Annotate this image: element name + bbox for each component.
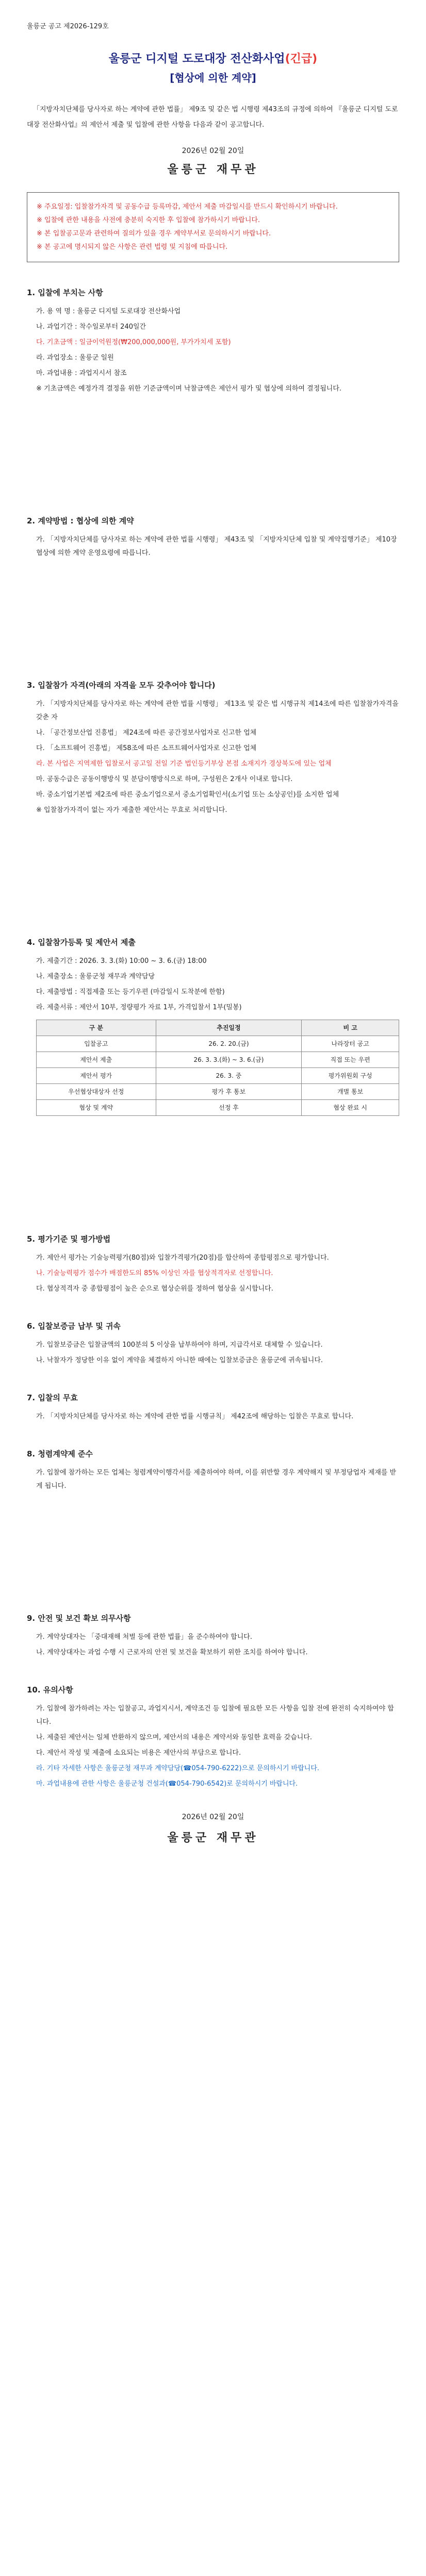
- section-1: [27, 287, 399, 396]
- notice-date: 2026년 02월 20일: [182, 147, 244, 155]
- section-heading: 4. 입찰참가등록 및 제안서 제출: [27, 938, 136, 947]
- section-heading: 5. 평가기준 및 평가방법: [27, 1234, 111, 1244]
- section-line: 다. 제출방법 : 직접제출 또는 등기우편 (마감일시 도착분에 한함): [36, 988, 225, 996]
- section-10: [27, 1684, 399, 1791]
- section-line: 가. 입찰에 참가하는 모든 업체는 청렴계약이행각서를 제출하여야 하며, 이를 위반할 경우 계약해지 및 부정당업자 제재를 받게 됩니다.: [36, 1469, 397, 1490]
- section-line: 가. 「지방자치단체를 당사자로 하는 계약에 관한 법률 시행령」 제13조 및 같은 법 시행규칙 제14조에 따른 입찰참가자격을 갖춘 자: [36, 700, 399, 721]
- section-9: [27, 1613, 399, 1659]
- section-line: 다. 「소프트웨어 진흥법」 제58조에 따른 소프트웨어사업자로 신고한 업체: [36, 744, 257, 752]
- alert-line: ※ 입찰에 관한 내용을 사전에 충분히 숙지한 후 입찰에 참가하시기 바랍니다.: [37, 216, 260, 224]
- section-line: 나. 계약상대자는 과업 수행 시 근로자의 안전 및 보건을 확보하기 위한 조치를 하여야 합니다.: [36, 1649, 308, 1656]
- section-line: 가. 입찰에 참가하려는 자는 입찰공고, 과업지시서, 계약조건 등 입찰에 필요한 모든 사항을 입찰 전에 완전히 숙지하여야 합니다.: [36, 1705, 394, 1726]
- table-row: [37, 1036, 399, 1052]
- section-heading: 7. 입찰의 무효: [27, 1393, 78, 1402]
- section-line: 가. 「지방자치단체를 당사자로 하는 계약에 관한 법률 시행규칙」 제42조에 해당하는 입찰은 무효로 합니다.: [36, 1413, 354, 1420]
- section-line: 나. 낙찰자가 정당한 이유 없이 계약을 체결하지 아니한 때에는 입찰보증금은 울릉군에 귀속됩니다.: [36, 1357, 323, 1364]
- title-urgent: (긴급): [285, 53, 318, 65]
- section-line: 가. 제출기간 : 2026. 3. 3.(화) 10:00 ~ 3. 6.(금) 18:00: [36, 957, 207, 965]
- alert-line: ※ 주요일정: 입찰참가자격 및 공동수급 등록마감, 제안서 제출 마감일시를 반드시 확인하시기 바랍니다.: [37, 203, 338, 211]
- footer-issuer: 울릉군 재무관: [167, 1832, 259, 1844]
- table-cell: 제안서 제출: [37, 1052, 156, 1068]
- table-cell: 우선협상대상자 선정: [37, 1084, 156, 1100]
- table-cell: 나라장터 공고: [302, 1036, 399, 1052]
- section-3: [27, 680, 399, 817]
- section-line: 마. 공동수급은 공동이행방식 및 분담이행방식으로 하며, 구성원은 2개사 이내로 합니다.: [36, 775, 293, 783]
- section-line: 나. 제출장소 : 울릉군청 재무과 계약담당: [36, 973, 155, 980]
- title-main: 울릉군 디지털 도로대장 전산화사업: [108, 53, 285, 65]
- table-cell: 26. 3. 중: [156, 1068, 302, 1084]
- section-line: 나. 제출된 제안서는 일체 반환하지 않으며, 제안서의 내용은 계약서와 동일한 효력을 갖습니다.: [36, 1734, 313, 1741]
- section-5: [27, 1233, 399, 1296]
- section-line: 가. 계약상대자는 「중대재해 처벌 등에 관한 법률」을 준수하여야 합니다.: [36, 1633, 252, 1641]
- section-line: 가. 「지방자치단체를 당사자로 하는 계약에 관한 법률 시행령」 제43조 및 「지방자치단체 입찰 및 계약집행기준」 제10장 협상에 의한 계약 운영요령에 따릅니다.: [36, 536, 397, 557]
- footer-date: 2026년 02월 20일: [182, 1813, 244, 1821]
- table-row: [37, 1052, 399, 1068]
- section-heading: 2. 계약방법 : 협상에 의한 계약: [27, 516, 134, 526]
- table-cell: 직접 또는 우편: [302, 1052, 399, 1068]
- section-line: ※ 입찰참가자격이 없는 자가 제출한 제안서는 무효로 처리합니다.: [36, 806, 227, 814]
- section-6: [27, 1320, 399, 1367]
- table-cell: 평가위원회 구성: [302, 1068, 399, 1084]
- section-heading: 3. 입찰참가 자격(아래의 자격을 모두 갖추어야 합니다): [27, 681, 216, 690]
- section-line: ※ 기초금액은 예정가격 결정을 위한 기준금액이며 낙찰금액은 제안서 평가 및 협상에 의하여 결정됩니다.: [36, 385, 342, 393]
- table-cell: 선정 후: [156, 1100, 302, 1116]
- section-line: 다. 협상적격자 중 종합평점이 높은 순으로 협상순위를 정하여 협상을 실시합니다.: [36, 1285, 273, 1293]
- table-row: [37, 1100, 399, 1116]
- schedule-table: [36, 1020, 399, 1116]
- section-heading: 10. 유의사항: [27, 1685, 73, 1694]
- section-line: 나. 기술능력평가 점수가 배점한도의 85% 이상인 자를 협상적격자로 선정합니다.: [36, 1269, 273, 1277]
- section-7: [27, 1392, 399, 1423]
- section-line: 나. 과업기간 : 착수일로부터 240일간: [36, 323, 146, 331]
- table-cell: 제안서 평가: [37, 1068, 156, 1084]
- section-line: 다. 기초금액 : 일금이억원정(₩200,000,000원, 부가가치세 포함): [36, 338, 231, 346]
- table-header: 비 고: [302, 1020, 399, 1036]
- section-line: 가. 제안서 평가는 기술능력평가(80점)와 입찰가격평가(20점)를 합산하여 종합평점으로 평가합니다.: [36, 1254, 329, 1262]
- section-heading: 6. 입찰보증금 납부 및 귀속: [27, 1321, 121, 1331]
- notice-number: 울릉군 공고 제2026-129호: [27, 23, 109, 30]
- notice-intro: 「지방자치단체를 당사자로 하는 계약에 관한 법률」 제9조 및 같은 법 시행령 제43조의 규정에 의하여 『울릉군 디지털 도로대장 전산화사업』의 제안서 제출 및 입찰에 관한 사항을 다음과 같이 공고합니다.: [27, 106, 398, 129]
- section-line: 가. 입찰보증금은 입찰금액의 100분의 5 이상을 납부하여야 하며, 지급각서로 대체할 수 있습니다.: [36, 1341, 323, 1349]
- table-cell: 26. 3. 3.(화) ~ 3. 6.(금): [156, 1052, 302, 1068]
- table-cell: 개별 통보: [302, 1084, 399, 1100]
- section-line: 다. 제안서 작성 및 제출에 소요되는 비용은 제안사의 부담으로 합니다.: [36, 1749, 241, 1757]
- section-line: 라. 본 사업은 지역제한 입찰로서 공고일 전일 기준 법인등기부상 본점 소재지가 경상북도에 있는 업체: [36, 760, 332, 768]
- notice-subtitle: [협상에 의한 계약]: [170, 72, 256, 84]
- table-header: 구 분: [37, 1020, 156, 1036]
- section-line: 라. 과업장소 : 울릉군 일원: [36, 354, 114, 362]
- section-8: [27, 1448, 399, 1493]
- alert-box: [27, 192, 399, 262]
- alert-line: ※ 본 공고에 명시되지 않은 사항은 관련 법령 및 지침에 따릅니다.: [37, 243, 228, 251]
- section-line: 나. 「공간정보산업 진흥법」 제24조에 따른 공간정보사업자로 신고한 업체: [36, 729, 257, 737]
- table-cell: 협상 및 계약: [37, 1100, 156, 1116]
- table-cell: 입찰공고: [37, 1036, 156, 1052]
- notice-issuer: 울릉군 재무관: [167, 163, 259, 176]
- table-row: [37, 1068, 399, 1084]
- section-line: 가. 용 역 명 : 울릉군 디지털 도로대장 전산화사업: [36, 308, 181, 315]
- table-cell: 평가 후 통보: [156, 1084, 302, 1100]
- section-line: 바. 중소기업기본법 제2조에 따른 중소기업으로서 중소기업확인서(소기업 또는 소상공인)를 소지한 업체: [36, 791, 339, 799]
- table-header: 추진일정: [156, 1020, 302, 1036]
- section-line: 라. 기타 자세한 사항은 울릉군청 재무과 계약담당(☎054-790-6222)으로 문의하시기 바랍니다.: [36, 1765, 320, 1772]
- table-cell: 26. 2. 20.(금): [156, 1036, 302, 1052]
- section-2: [27, 515, 399, 560]
- section-heading: 9. 안전 및 보건 확보 의무사항: [27, 1614, 131, 1623]
- section-line: 마. 과업내용 : 과업지시서 참조: [36, 369, 127, 377]
- section-heading: 1. 입찰에 부치는 사항: [27, 288, 103, 297]
- section-line: 마. 과업내용에 관한 사항은 울릉군청 건설과(☎054-790-6542)로 문의하시기 바랍니다.: [36, 1780, 298, 1788]
- table-row: [37, 1084, 399, 1100]
- notice-title: [27, 51, 399, 67]
- alert-line: ※ 본 입찰공고문과 관련하여 질의가 있을 경우 계약부서로 문의하시기 바랍니다.: [37, 230, 271, 238]
- table-cell: 협상 완료 시: [302, 1100, 399, 1116]
- section-line: 라. 제출서류 : 제안서 10부, 정량평가 자료 1부, 가격입찰서 1부(밀봉): [36, 1004, 242, 1011]
- section-heading: 8. 청렴계약제 준수: [27, 1449, 93, 1459]
- section-4: [27, 937, 399, 1116]
